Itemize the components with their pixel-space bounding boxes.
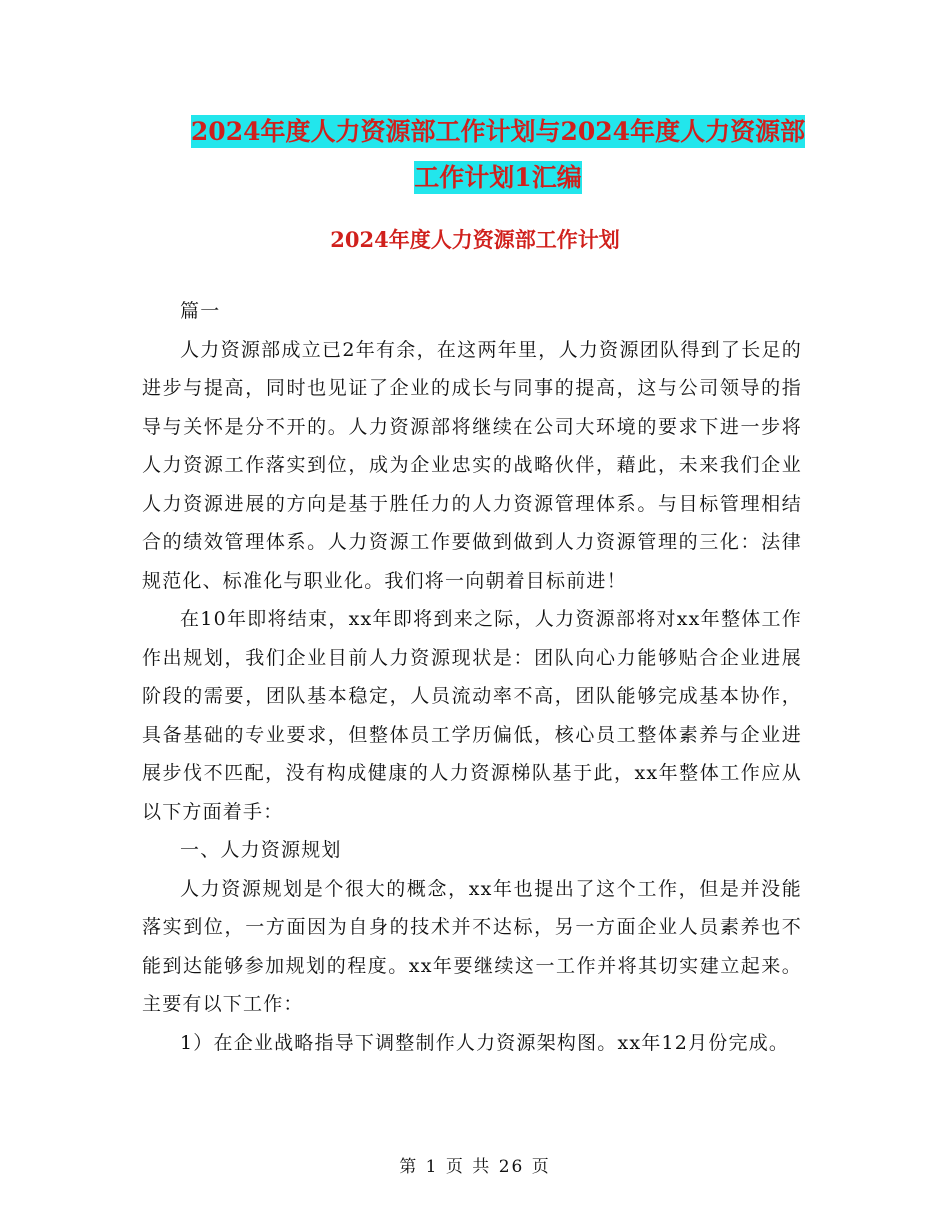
section-title: 2024年度人力资源部工作计划 — [330, 227, 620, 252]
document-body — [142, 292, 802, 1062]
document-title-line-1 — [140, 112, 856, 148]
document-title-line-1-text: 2024年度人力资源部工作计划与2024年度人力资源部 — [190, 117, 806, 146]
paragraph-intro: 人力资源部成立已2年有余，在这两年里，人力资源团队得到了长足的进步与提高，同时也见证了企业的成长与同事的提高，这与公司领导的指导与关怀是分不开的。人力资源部将继续在公司大环境的要求下进一步将人力资源工作落实到位，成为企业忠实的战略伙伴，藉此，未来我们企业人力资源进展的方向是基于胜任力的人力资源管理体系。与目标管理相结合的绩效管理体系。人力资源工作要做到做到人力资源管理的三化：法律规范化、标准化与职业化。我们将一向朝着目标前进！ — [142, 338, 802, 592]
paragraph-heading-hr-planning: 一、人力资源规划 — [180, 839, 342, 861]
document-title-line-2-text: 工作计划1汇编 — [414, 163, 582, 192]
paragraph-item-1: 1）在企业战略指导下调整制作人力资源架构图。xx年12月份完成。 — [180, 1031, 790, 1054]
page-footer: 第 1 页 共 26 页 — [399, 1157, 551, 1177]
document-title-line-2 — [140, 158, 856, 194]
paragraph-hr-planning: 人力资源规划是个很大的概念，xx年也提出了这个工作，但是并没能落实到位，一方面因为自身的技术并不达标，另一方面企业人员素养也不能到达能够参加规划的程度。xx年要继续这一工作并将其切实建立起来。主要有以下工作： — [142, 877, 802, 1015]
paragraph-part-label: 篇一 — [180, 300, 221, 322]
paragraph-current-status: 在10年即将结束，xx年即将到来之际，人力资源部将对xx年整体工作作出规划，我们企业目前人力资源现状是：团队向心力能够贴合企业进展阶段的需要，团队基本稳定，人员流动率不高，团队能够完成基本协作，具备基础的专业要求，但整体员工学历偏低，核心员工整体素养与企业进展步伐不匹配，没有构成健康的人力资源梯队基于此，xx年整体工作应从以下方面着手： — [142, 608, 802, 823]
